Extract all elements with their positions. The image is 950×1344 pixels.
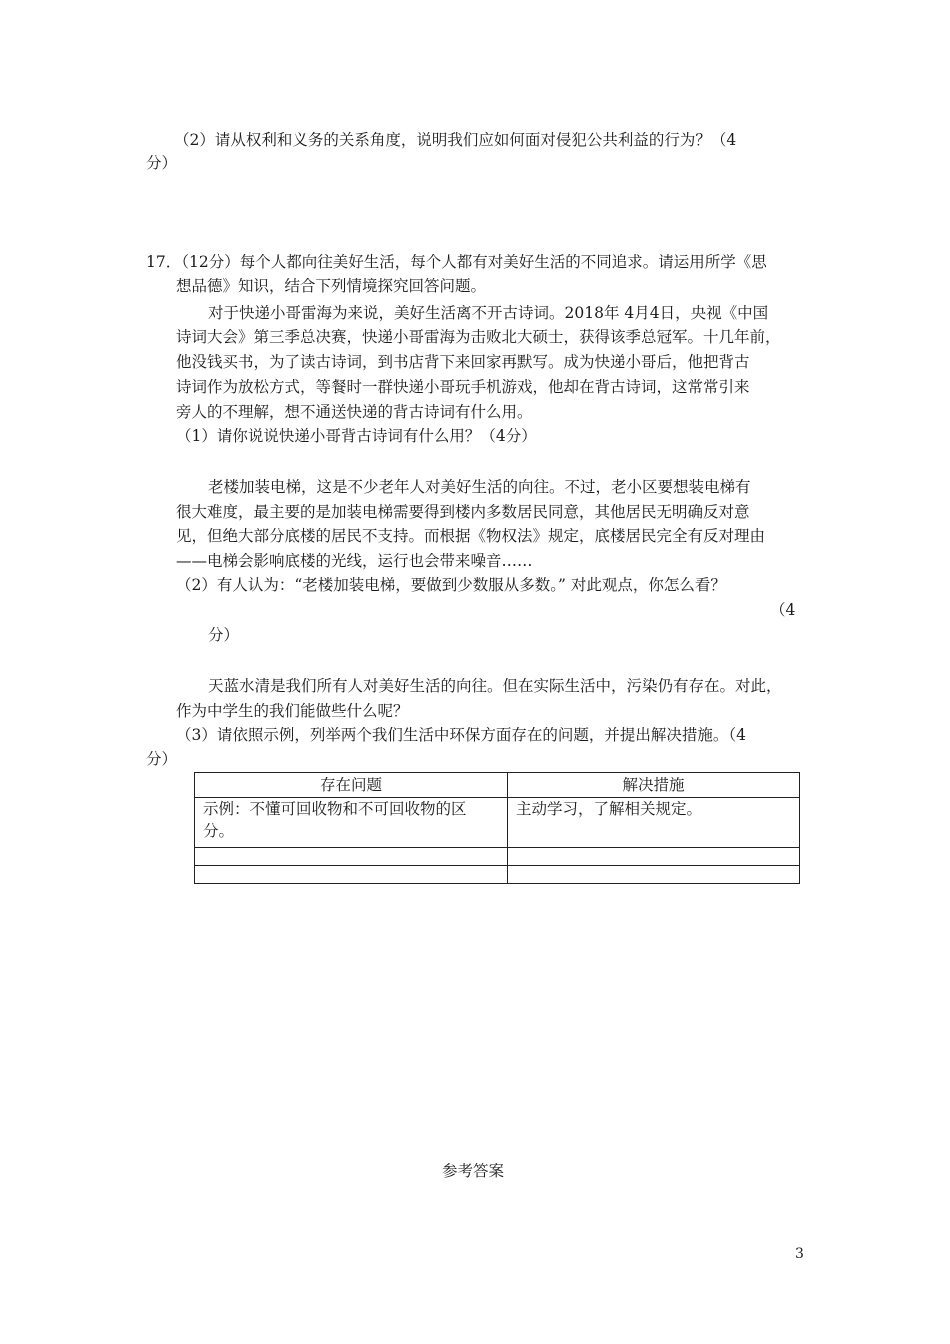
material-1-line: 他没钱买书，为了读古诗词，到书店背下来回家再默写。成为快递小哥后，他把背古 xyxy=(176,353,750,371)
table-header-row xyxy=(195,773,800,798)
question-3-line2: 分） xyxy=(146,750,178,768)
empty-cell xyxy=(508,848,800,866)
material-2-line: 老楼加装电梯，这是不少老年人对美好生活的向往。不过，老小区要想装电梯有 xyxy=(208,478,751,496)
material-2-line: 很大难度，最主要的是加装电梯需要得到楼内多数居民同意，其他居民无明确反对意 xyxy=(176,503,750,521)
question-1: （1）请你说说快递小哥背古诗词有什么用？（4分） xyxy=(176,427,537,445)
environment-table xyxy=(194,772,800,884)
table-row xyxy=(195,798,800,848)
header-problem: 存在问题 xyxy=(195,773,508,798)
question-2: （2）有人认为：“老楼加装电梯，要做到少数服从多数。” 对此观点，你怎么看？ xyxy=(176,576,726,594)
q16-part2-line1: （2）请从权利和义务的关系角度，说明我们应如何面对侵犯公共利益的行为？（4 xyxy=(174,131,737,149)
table-row xyxy=(195,866,800,884)
material-1-line: 对于快递小哥雷海为来说，美好生活离不开古诗词。2018年 4月4日，央视《中国 xyxy=(208,304,769,322)
empty-cell xyxy=(508,866,800,884)
page-number: 3 xyxy=(795,1246,804,1262)
question-2-score: （4 xyxy=(770,601,796,619)
q17-intro-line2: 想品德》知识，结合下列情境探究回答问题。 xyxy=(176,277,487,295)
material-1-line: 旁人的不理解，想不通送快递的背古诗词有什么用。 xyxy=(176,403,533,421)
material-1-line: 诗词大会》第三季总决赛，快递小哥雷海为击败北大硕士，获得该季总冠军。十几年前， xyxy=(176,328,781,346)
material-1-line: 诗词作为放松方式，等餐时一群快递小哥玩手机游戏，他却在背古诗词，这常常引来 xyxy=(176,378,750,396)
question-3-line1: （3）请依照示例，列举两个我们生活中环保方面存在的问题，并提出解决措施。（4 xyxy=(176,726,746,744)
example-solution: 主动学习，了解相关规定。 xyxy=(508,798,800,848)
material-2-line: ——电梯会影响底楼的光线，运行也会带来噪音…… xyxy=(176,552,533,570)
question-2-score: 分） xyxy=(208,626,240,644)
example-problem-line: 分。 xyxy=(203,822,235,840)
answer-heading: 参考答案 xyxy=(442,1162,505,1180)
example-problem xyxy=(195,798,508,848)
example-problem-line: 示例：不懂可回收物和不可回收物的区 xyxy=(203,800,467,818)
header-solution: 解决措施 xyxy=(508,773,800,798)
q17-intro-line1: 17．（12分）每个人都向往美好生活，每个人都有对美好生活的不同追求。请运用所学《思 xyxy=(146,253,767,271)
empty-cell xyxy=(195,866,508,884)
material-3-line: 天蓝水清是我们所有人对美好生活的向往。但在实际生活中，污染仍有存在。对此， xyxy=(208,677,782,695)
table-row xyxy=(195,848,800,866)
empty-cell xyxy=(195,848,508,866)
material-3-line: 作为中学生的我们能做些什么呢？ xyxy=(176,702,409,720)
material-2-line: 见，但绝大部分底楼的居民不支持。而根据《物权法》规定，底楼居民完全有反对理由 xyxy=(176,527,766,545)
q16-part2-line2: 分） xyxy=(146,154,178,172)
